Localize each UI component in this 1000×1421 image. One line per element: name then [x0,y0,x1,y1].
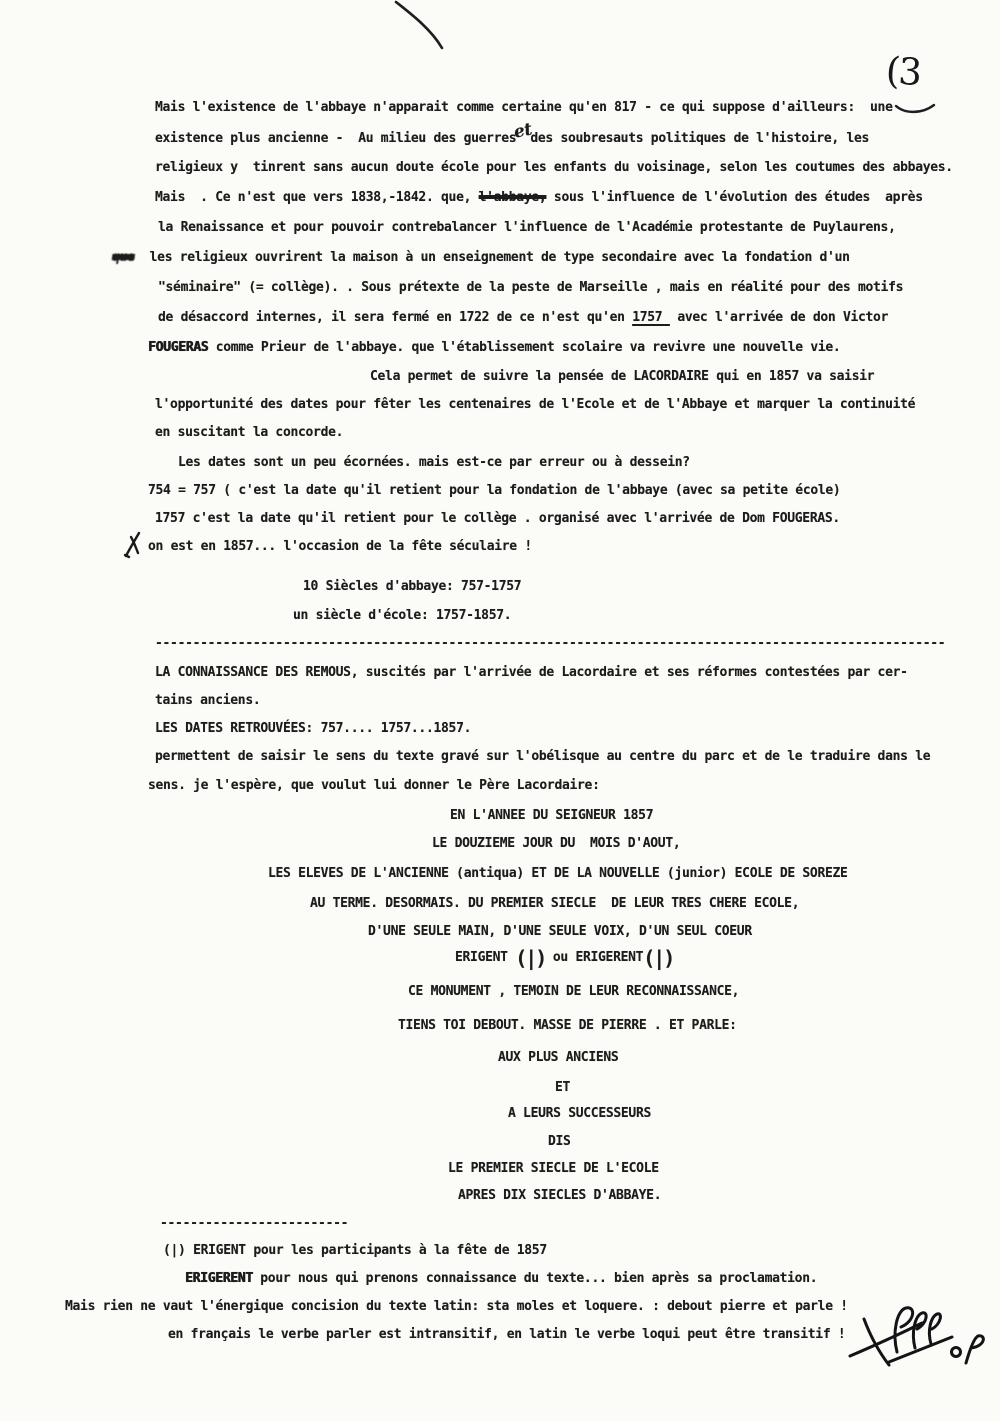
text-line [112,250,850,265]
text-line [555,1080,570,1095]
text-segment: Les dates sont un peu écornées. mais est-ce par erreur ou à dessein? [178,455,690,470]
text-segment: APRES DIX SIECLES D'ABBAYE. [458,1188,662,1203]
text-line [155,636,945,651]
text-segment: LES ELEVES DE L'ANCIENNE (antiqua) ET DE LA NOUVELLE (junior) ECOLE DE SOREZE [268,866,848,881]
text-line [148,483,840,498]
text-segment: ou ERIGERENT [545,950,644,965]
text-line [310,896,799,911]
text-segment: permettent de saisir le sens du texte gravé sur l'obélisque au centre du parc et de le traduire dans le [155,749,931,764]
text-line [168,1327,845,1342]
text-segment: l'opportunité des dates pour fêter les centenaires de l'Ecole et de l'Abbaye et marquer la continuité [155,397,916,412]
text-line [148,778,600,793]
text-segment: LA CONNAISSANCE DES REMOUS, suscités par l'arrivée de Lacordaire et ses réformes contestées par cer- [155,665,908,680]
text-line [178,455,690,470]
text-segment: pour nous qui prenons connaissance du texte... bien après sa proclamation. [252,1271,818,1286]
text-segment: en suscitant la concorde. [155,425,344,440]
text-segment: la Renaissance et pour pouvoir contrebalancer l'influence de l'Académie protestante de Puylaurens, [158,220,896,235]
text-segment: sous l'influence de l'évolution des études après [546,190,923,205]
text-segment: Mais l'existence de l'abbaye n'apparait comme certaine qu'en 817 - ce qui suppose d'ailleurs: une [155,100,893,115]
text-line [155,190,923,205]
text-segment: sens. je l'espère, que voulut lui donner le Père Lacordaire: [148,778,600,793]
text-segment: TIENS TOI DEBOUT. MASSE DE PIERRE . ET PARLE: [398,1018,737,1033]
text-line [508,1106,651,1121]
text-segment: 1757 c'est la date qu'il retient pour le collège . organisé avec l'arrivée de Dom FOUGERAS. [155,511,840,526]
text-segment: ET [555,1080,571,1095]
text-segment: LE DOUZIEME JOUR DU MOIS D'AOUT, [432,836,681,851]
text-segment: de désaccord internes, il sera fermé en 1722 de ce n'est qu'en [158,310,633,325]
text-segment: 10 Siècles d'abbaye: 757-1757 [303,579,522,594]
text-line [155,665,908,680]
text-line [450,808,653,823]
text-line [498,1050,618,1065]
text-segment-heavy: ERIGERENT [185,1271,253,1286]
text-segment: CE MONUMENT , TEMOIN DE LEUR RECONNAISSANCE, [408,984,740,999]
text-segment-heavy: FOUGERAS [148,340,209,355]
text-line [268,866,848,881]
text-line [160,1216,348,1231]
text-segment: religieux y tinrent sans aucun doute école pour les enfants du voisinage, selon les coutumes des abbayes. [155,160,953,175]
text-segment: EN L'ANNEE DU SEIGNEUR 1857 [450,808,654,823]
text-segment: --------------------------------------------------------------------------------------------------------- [155,636,946,651]
text-segment: Mais rien ne vaut l'énergique concision du texte latin: sta moles et loquere. : debout pierre et parle ! [65,1299,848,1314]
text-line [448,1161,659,1176]
text-line [158,310,888,325]
text-line [148,539,532,554]
page-number-underline-icon [896,105,934,112]
text-segment: LES DATES RETROUVÉES: 757.... 1757...1857. [155,721,472,736]
text-line [163,1243,547,1258]
text-line [368,924,752,939]
text-segment: en français le verbe parler est intransitif, en latin le verbe loqui peut être transitif ! [168,1327,846,1342]
text-line [158,280,903,295]
text-segment: Mais . Ce n'est que vers 1838,-1842. que, [155,190,479,205]
text-segment-blot: que [110,250,136,265]
text-line [155,749,930,764]
text-segment: tains anciens. [155,693,261,708]
text-line [158,220,896,235]
text-line [155,425,343,440]
text-segment: on est en 1857... l'occasion de la fête séculaire ! [148,539,532,554]
text-segment-big: (|) [515,946,546,970]
text-line [155,100,893,115]
margin-arrow-mark-icon [125,533,139,557]
text-line [548,1134,571,1149]
text-line [155,511,840,526]
text-segment: les religieux ouvrirent la maison à un enseignement de type secondaire avec la fondation d'un [134,250,850,265]
text-line [370,369,874,384]
text-segment: Cela permet de suivre la pensée de LACORDAIRE qui en 1857 va saisir [370,369,875,384]
handwritten-page-number: (3 [884,48,922,95]
text-segment-ins: et [512,119,535,143]
text-line [455,946,674,970]
text-segment: existence plus ancienne - Au milieu des guerres [155,131,517,146]
text-segment: comme Prieur de l'abbaye. que l'établissement scolaire va revivre une nouvelle vie. [208,340,841,355]
text-segment-u: 1757 [632,310,670,325]
text-segment: (|) ERIGENT pour les participants à la fête de 1857 [163,1243,547,1258]
text-segment: des soubresauts politiques de l'histoire, les [530,131,870,146]
text-segment: un siècle d'école: 1757-1857. [293,608,512,623]
text-line [65,1299,848,1314]
signature-scribble-icon [850,1308,983,1365]
text-segment: ------------------------- [160,1216,349,1231]
text-line [303,579,521,594]
text-line [155,721,471,736]
text-line [155,160,953,175]
text-segment: ERIGENT [455,950,516,965]
text-segment: AU TERME. DESORMAIS. DU PREMIER SIECLE DE LEUR TRES CHERE ECOLE, [310,896,800,911]
text-line [458,1188,661,1203]
text-line [148,340,840,355]
text-segment: "séminaire" (= collège). . Sous prétexte de la peste de Marseille , mais en réalité pour des motifs [158,280,904,295]
text-segment: D'UNE SEULE MAIN, D'UNE SEULE VOIX, D'UN SEUL COEUR [368,924,752,939]
text-line [155,119,870,146]
text-segment: A LEURS SUCCESSEURS [508,1106,652,1121]
text-line [185,1271,817,1286]
text-segment: AUX PLUS ANCIENS [498,1050,619,1065]
text-segment: 754 = 757 ( c'est la date qu'il retient pour la fondation de l'abbaye (avec sa petite école) [148,483,841,498]
text-line [398,1018,737,1033]
text-line [293,608,511,623]
text-segment: DIS [548,1134,571,1149]
text-line [408,984,739,999]
text-line [155,693,260,708]
text-segment: avec l'arrivée de don Victor [669,310,889,325]
text-segment: LE PREMIER SIECLE DE L'ECOLE [448,1161,659,1176]
text-segment-strike: l'abbaye, [478,190,547,205]
text-line [155,397,915,412]
top-pen-stroke-icon [396,2,442,48]
text-segment-big: (|) [643,946,674,970]
text-line [432,836,680,851]
